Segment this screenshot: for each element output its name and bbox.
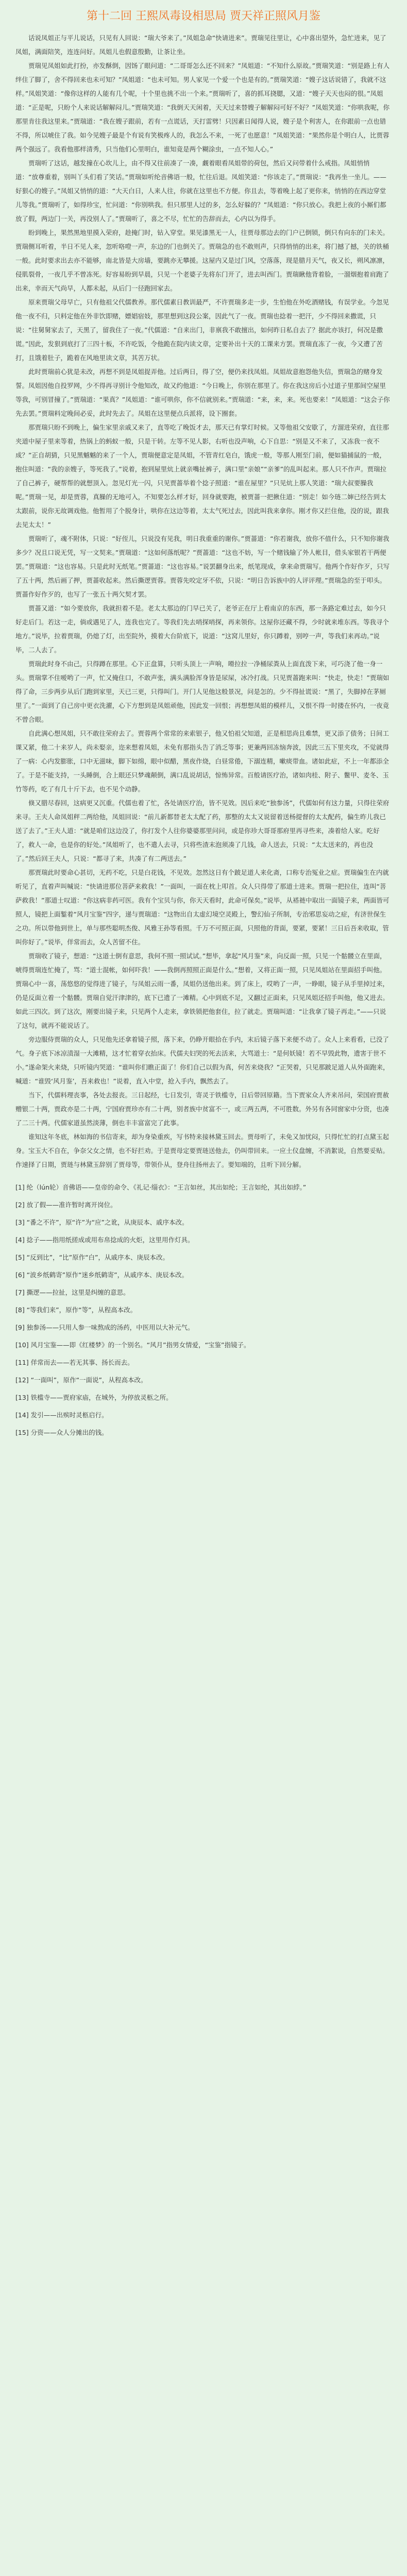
paragraph: 当下，代儒料理丧事，各处去报丧。三日起经，七日发引，寄灵于铁槛寺，日后带回原籍。当下贾家众人齐来吊问，荣国府贾赦赠银二十两，贾政亦是二十两，宁国府贾珍亦有二十两，别者族中贫富不一，或三两五两，不可胜数。外另有各同窗家中分资，也凑了二三十两。代儒家道虽然淡薄，倒也丰丰富富完了此事。 [15,1091,389,1127]
paragraph: 贾瑞此时身不由己，只得蹲在那里。心下正盘算，只听头顶上一声响，嗗拉拉一净桶尿粪从上面直泼下来，可巧浇了他一身一头。贾瑞掌不住嗳哟了一声，忙又掩住口，不敢声张，满头满脸浑身皆是尿屎，冰冷打战。只见贾蔷跑来叫：“快走，快走！”贾瑞如得了命，三步两步从后门跑到家里，天已三更，只得叫门。开门人见他这般景况，问是怎的。少不得扯谎说：“黑了，失脚掉在茅厕里了。”一面到了自己房中更衣洗濯，心下方想到是凤姐顽他，因此发一回恨；再想想凤姐的模样儿，又恨不得一时搂在怀内，一夜竟不曾合眼。 [15,660,389,723]
chapter-title: 第十二回 王熙凤毒设相思局 贾天祥正照风月鉴 [87,10,320,23]
footnote: [10] 风月宝鉴——即《红楼梦》的一个别名。“风月”指男女情爱，“宝鉴”指镜子。 [15,1341,250,1349]
paragraph: 那贾瑞只盼不到晚上，偏生家里亲戚又来了，直等吃了晚饭才去，那天已有掌灯时候。又等他祖父安歇了，方溜进荣府，直往那夹道中屋子里来等着，热锅上的蚂蚁一般，只是干转。左等不见人影，右听也没声响，心下自思：“别是又不来了，又冻我一夜不成？”正自胡猜，只见黑魆魆的来了一个人，贾瑞便意定是凤姐，不管青红皂白，饿虎一般，等那人刚至门前，便如猫捕鼠的一般，抱住叫道：“我的亲嫂子，等死我了。”说着，抱到屋里炕上就亲嘴扯裤子，满口里“亲娘”“亲爹”的乱叫起来。那人只不作声。贾瑞拉了自己裤子，硬帮帮的就想顶入。忽见灯光一闪，只见贾蔷举着个捻子照道：“谁在屋里？”只见炕上那人笑道：“瑞大叔要臊我呢。”贾瑞一见，却是贾蓉，真臊的无地可入，不知要怎么样才好，回身就要跑，被贾蔷一把揪住道：“别走！如今琏二婶已经告到太太跟前，说你无故调戏他。他暂用了个脱身计，哄你在这边等着，太太气死过去，因此叫我来拿你。刚才你又拦住他，没的说，跟我去见太太！” [15,423,389,529]
paragraph: 原来贾瑞父母早亡，只有他祖父代儒教养。那代儒素日教训最严，不许贾瑞多走一步，生怕他在外吃酒赌钱，有误学业。今忽见他一夜不归，只料定他在外非饮即赌，嫖娼宿妓，那里想到这段公案，因此气了一夜。贾瑞也捻着一把汗，少不得回来撒谎，只说：“往舅舅家去了，天黑了，留我住了一夜。”代儒道：“自来出门，非禀我不敢擅出，如何昨日私自去了？据此亦该打，何况是撒谎。”因此，发狠到底打了三四十板，不许吃饭，令他跪在院内读文章，定要补出十天的工课来方罢。贾瑞直冻了一夜，今又遭了苦打，且饿着肚子，跪着在风地里读文章，其苦万状。 [15,298,389,362]
paragraph: 那贾瑞此时要命心甚切，无药不吃，只是白花钱，不见效。忽然这日有个跛足道人来化斋，口称专治冤业之症。贾瑞偏生在内就听见了，直着声叫喊说：“快请进那位菩萨来救我！”一面叫，一面在枕上叩首。众人只得带了那道士进来。贾瑞一把拉住，连叫“菩萨救我！”那道士叹道：“你这病非药可医。我有个宝贝与你，你天天看时，此命可保矣。”说毕，从褡裢中取出一面镜子来，两面皆可照人，镜把上面錾着“风月宝鉴”四字，递与贾瑞道：“这物出自太虚幻境空灵殿上，警幻仙子所制，专治邪思妄动之症，有济世保生之功。所以带他到世上，单与那些聪明杰俊、风雅王孙等看照。千万不可照正面，只照他的背面，要紧，要紧！三日后吾来收取，管叫你好了。”说毕，佯常而去，众人苦留不住。 [15,869,389,946]
footnote: [7] 撕逻——拉扯，这里是纠缠的意思。 [15,1289,130,1296]
footnote: [4] 捻子——指用纸搓成或用布帛捻成的火炬，这里用作灯具。 [15,1236,194,1244]
footnote: [11] 佯常而去——若无其事、扬长而去。 [15,1359,134,1366]
footnote: [13] 铁槛寺——贾府家庙，在城外，为停放灵柩之所。 [15,1394,173,1401]
footnote: [5] “反到比”，“比”原作“白”，从戚序本、庚辰本改。 [15,1253,169,1261]
paragraph: 贾瑞见凤姐如此打扮，亦发酥倒，因饧了眼问道：“二哥哥怎么还不回来？”凤姐道：“不知什么原故。”贾瑞笑道：“别是路上有人绊住了脚了，舍不得回来也未可知？”凤姐道：“也未可知。男人家见一个爱一个也是有的。”贾瑞笑道：“嫂子这话说错了，我就不这样。”凤姐笑道：“像你这样的人能有几个呢，十个里也挑不出一个来。”贾瑞听了，喜的抓耳挠腮，又道：“嫂子天天也闷的很。”凤姐道：“正是呢，只盼个人来说话解解闷儿。”贾瑞笑道：“我倒天天闲着，天天过来替嫂子解解闷可好不好？”凤姐笑道：“你哄我呢，你那里肯往我这里来。”贾瑞道：“我在嫂子跟前，若有一点谎话，天打雷劈！只因素日闻得人说，嫂子是个利害人，在你跟前一点也错不得，所以唬住了我。如今见嫂子最是个有说有笑极疼人的，我怎么不来，一死了也愿意！”凤姐笑道：“果然你是个明白人，比贾蓉两个强远了。我看他那样清秀，只当他们心里明白，谁知竟是两个糊涂虫，一点不知人心。” [15,62,390,153]
paragraph: 贾瑞收了镜子，想道：“这道士倒有意思，我何不照一照试试。”想毕，拿起“风月鉴”来，向反面一照，只见一个骷髅立在里面，唬得贾瑞连忙掩了，骂：“道士混帐，如何吓我！——我倒再照照正面是什么。”想着，又将正面一照，只见凤姐站在里面招手叫他。贾瑞心中一喜，荡悠悠的觉得进了镜子，与凤姐云雨一番，凤姐仍送他出来。到了床上，哎哟了一声，一睁眼，镜子从手里掉过来，仍是反面立着一个骷髅。贾瑞自觉汗津津的，底下已遗了一滩精。心中到底不足，又翻过正面来，只见凤姐还招手叫他，他又进去。如此三四次。到了这次，刚要出镜子来，只见两个人走来，拿铁锁把他套住，拉了就走。贾瑞叫道：“让我拿了镜子再走。”——只说了这句，就再不能说话了。 [15,952,389,1029]
footnote: [12] “一面叫”，原作“一面说”，从程高本改。 [15,1376,147,1384]
paragraph: 倏又腊尽春回，这病更又沉重。代儒也着了忙，各处请医疗治，皆不见效。因后来吃“独参汤”，代儒如何有这力量，只得往荣府来寻。王夫人命凤姐秤二两给他，凤姐回说：“前儿新都替老太太配了药，那整的太太又说留着送杨提督的太太配药，偏生昨儿我已送了去了。”王夫人道：“就是咱们这边没了，你打发个人往你婆婆那里问问，或是你珍大哥哥那府里再寻些来，凑着给人家。吃好了，救人一命，也是你的好处。”凤姐听了，也不遣人去寻，只将些渣末泡须凑了几钱，命人送去，只说：“太太送来的，再也没了。”然后回王夫人，只说：“都寻了来，共凑了有二两送去。” [15,799,389,862]
footnote: [2] 放了假——准许暂时离开岗位。 [15,1201,117,1209]
footnote: [8] “等我们来”，原作“等”，从程高本改。 [15,1306,137,1314]
paragraph: 贾瑞听了这话，越发撞在心坎儿上，由不得又往前凑了一凑，觑着眼看凤姐带的荷包，然后又问带着什么戒指。凤姐悄悄道：“放尊重着，别叫丫头们看了笑话。”贾瑞如听纶音佛语一般，忙往后退。凤姐笑道：“你该走了。”贾瑞说：“我再坐一坐儿。——好狠心的嫂子。”凤姐又悄悄的道：“大天白日，人来人往，你就在这里也不方便。你且去，等着晚上起了更你来，悄悄的在西边穿堂儿等我。”贾瑞听了，如得珍宝，忙问道：“你别哄我。但只那里人过的多，怎么好躲的？”凤姐道：“你只放心。我把上夜的小厮们都放了假，两边门一关，再没别人了。”贾瑞听了，喜之不尽，忙忙的告辞而去，心内以为得手。 [15,159,386,223]
footnotes [0,1172,407,1442]
footnote: [3] “番之不许”，原“许”为“应”之讹，从庚辰本、戚序本改。 [15,1218,189,1226]
chapter-text [0,26,407,1172]
footnote: [15] 分资——众人分摊出的钱。 [15,1429,108,1436]
paragraph: 贾蔷又道：“如今要放你，我就担着不是。老太太那边的门早已关了，老爷正在厅上看南京的东西，那一条路定难过去，如今只好走后门。若这一走，倘或遇见了人，连我也完了。等我们先去哨探哨探，再来领你。这屋你还藏不得，少时就来堆东西。等我寻个地方。”说毕，拉着贾瑞，仍熄了灯，出至院外，摸着大台阶底下，说道：“这窝儿里好，你只蹲着，别哼一声，等我们来再动。”说毕，二人去了。 [15,604,389,654]
footnote: [14] 发引——出殡时灵柩启行。 [15,1411,108,1419]
paragraph: 此时贾瑞前心犹是未改，再想不到是凤姐捉弄他。过后两日，得了空，便仍来找凤姐。凤姐故意抱怨他失信，贾瑞急的赌身发誓。凤姐因他自投罗网，少不得再寻别计令他知改，故又约他道：“今日晚上，你别在那里了。你在我这房后小过道子里那间空屋里等我，可别冒撞了。”贾瑞道：“果真？”凤姐道：“谁可哄你，你不信就别来。”贾瑞道：“来，来，来。死也要来！”凤姐道：“这会子你先去罢。”贾瑞料定晚间必妥，此时先去了。凤姐在这里便点兵派将，设下圈套。 [15,368,390,417]
footnote: [6] “波乡纸鹤寄”原作“迷乡纸鹤寄”，从戚序本、庚辰本改。 [15,1271,189,1279]
paragraph: 盼到晚上，果然黑地里摸入荣府，趁掩门时，钻入穿堂。果见漆黑无一人，往贾母那边去的门户已倒锁，倒只有向东的门未关。贾瑞侧耳听着，半日不见人来，忽听咯噔一声，东边的门也倒关了。贾瑞急的也不敢则声，只得悄悄的出来，将门撼了撼，关的铁桶一般。此时要求出去亦不能够，南北皆是大房墙，要跳亦无攀援。这屋内又是过门风，空落落，现是腊月天气，夜又长，朔风凛凛，侵肌裂骨，一夜几乎不曾冻死。好容易盼到早晨，只见一个老婆子先将东门开了，进去叫西门。贾瑞瞅他背着脸，一溜烟抱着肩跑了出来，幸而天气尚早，人都未起，从后门一径跑回家去。 [15,229,389,292]
paragraph: 旁边服侍贾瑞的众人，只见他先还拿着镜子照，落下来，仍睁开眼拾在手内，末后镜子落下来便不动了。众人上来看看，已没了气。身子底下冰凉渍湿一大滩精，这才忙着穿衣抬床。代儒夫妇哭的死去活来，大骂道士：“是何妖镜！若不早毁此物，遗害于世不小。”遂命架火来烧，只听镜内哭道：“谁叫你们瞧正面了！你们自己以假为真，何苦来烧我？”正哭着，只见那跛足道人从外面跑来，喊道：“谁毁‘风月鉴’，吾来救也！”说着，直入中堂，抢入手内，飘然去了。 [15,1036,389,1085]
paragraph: 贾瑞听了，魂不附体，只说：“好侄儿，只说没有见我，明日我重重的谢你。”贾蔷道：“你若谢我，放你不值什么，只不知你谢我多少？况且口说无凭，写一文契来。”贾瑞道：“这如何落纸呢？”贾蔷道：“这也不妨，写一个赌钱输了外人帐目，借头家银若干两便罢。”贾瑞道：“这也容易。只是此时无纸笔。”贾蔷道：“这也容易。”说罢翻身出来，纸笔现成，拿来命贾瑞写。他两个作好作歹，只写了五十两，然后画了押，贾蔷收起来。然后撕逻贾蓉。贾蓉先咬定牙不依，只说：“明日告诉族中的人评评理。”贾瑞急的至于叩头。贾蔷作好作歹的，也写了一张五十两欠契才罢。 [15,535,390,598]
paragraph: 话说凤姐正与平儿说话，只见有人回说：“瑞大爷来了。”凤姐急命“快请进来”。贾瑞见往里让，心中喜出望外，急忙进来，见了凤姐，满面陪笑，连连问好。凤姐儿也假意殷勤，让茶让坐。 [15,34,386,56]
footnote: [1] 纶（lún轮）音佛语——皇帝的命令、《礼记·缁衣》：“王言如丝，其出如纶；王言如纶，其出如綍。” [15,1183,307,1191]
paragraph: 谁知这年冬底，林如海的书信寄来，却为身染重疾，写书特来接林黛玉回去。贾母听了，未免又加忧闷，只得忙忙的打点黛玉起身。宝玉大不自在，争奈父女之情，也不好拦劝。于是贾母定要贾琏送他去，仍叫带回来。一应土仪盘缠，不消絮说，自然要妥贴。作速择了日期，贾琏与林黛玉辞别了贾母等，带领仆从，登舟往扬州去了。要知端的，且听下回分解。 [15,1133,389,1168]
footnote: [9] 独参汤——只用人参一味熬成的汤药，中医用以大补元气。 [15,1324,194,1331]
paragraph: 自此满心想凤姐，只不敢往荣府去了。贾蓉两个常常的来索银子，他又怕祖父知道，正是相思尚且难禁，更又添了债务；日间工课又紧，他二十来岁人，尚未娶亲，迩来想着凤姐，未免有那指头告了消乏等事；更兼两回冻恼奔波，因此三五下里夹攻，不觉就得了一病：心内发膨胀，口中无滋味，脚下如绵，眼中似醋，黑夜作烧，白昼常倦，下溺连精，嗽痰带血。诸如此症，不上一年都添全了。于是不能支持，一头睡倒，合上眼还只梦魂颠倒，满口乱说胡话，惊怖异常。百般请医疗治，诸如肉桂、附子、鳖甲、麦冬、玉竹等药，吃了有几十斤下去，也不见个动静。 [15,730,389,793]
